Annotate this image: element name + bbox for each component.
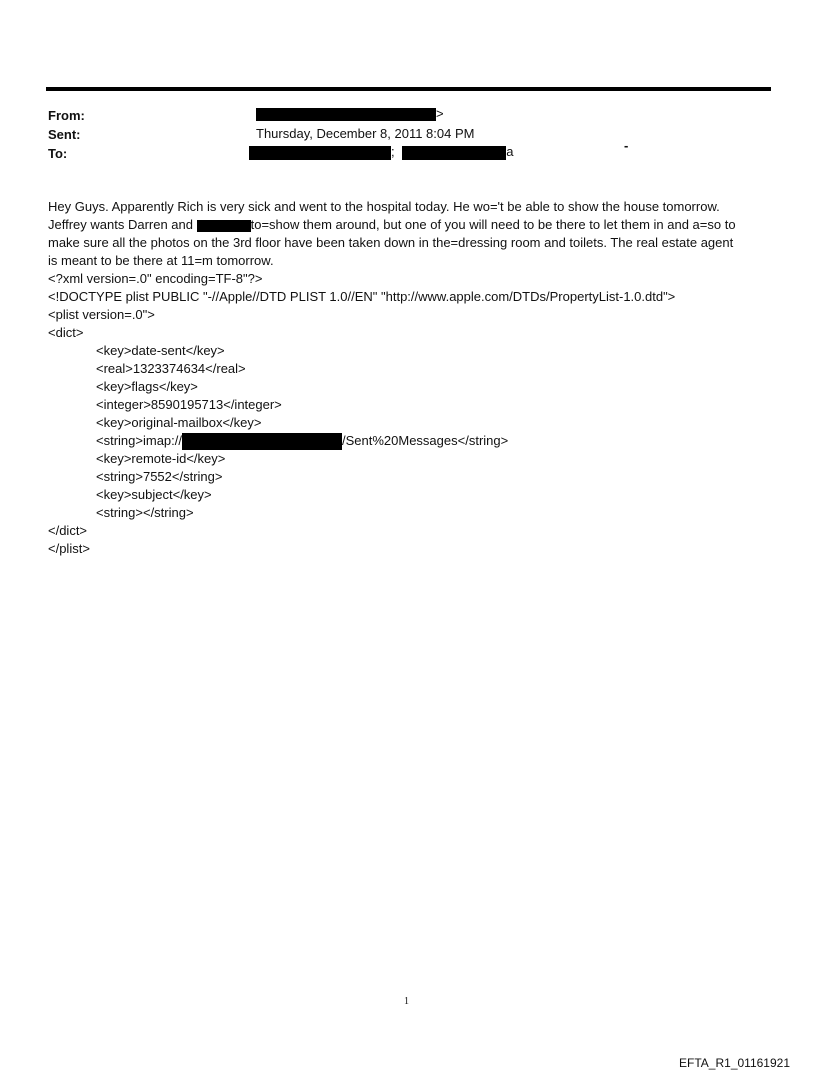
plist-line: <dict> (48, 325, 84, 340)
plist-line (48, 432, 770, 450)
imap-suffix: /Sent%20Messages</string> (342, 433, 509, 448)
redaction-box (402, 146, 506, 160)
plist-line: <key>remote-id</key> (96, 451, 226, 466)
redaction-box (197, 220, 251, 232)
from-label: From: (48, 108, 85, 123)
plist-line: <!DOCTYPE plist PUBLIC "-//Apple//DTD PLIST 1.0//EN" "http://www.apple.com/DTDs/PropertyList-1.0.dtd"> (48, 289, 676, 304)
body-line (48, 216, 770, 234)
stray-mark: - (624, 138, 629, 153)
to-label: To: (48, 146, 68, 161)
sent-label: Sent: (48, 127, 81, 142)
body-line: is meant to be there at 11=m tomorrow. (48, 253, 274, 268)
redaction-box (256, 108, 436, 121)
from-value (256, 106, 444, 121)
plist-line: </plist> (48, 541, 90, 556)
document-id: EFTA_R1_01161921 (679, 1056, 790, 1070)
to-value (249, 144, 513, 160)
to-tail: a (506, 144, 514, 159)
plist-line: <key>date-sent</key> (96, 343, 225, 358)
plist-line: </dict> (48, 523, 88, 538)
redaction-box (249, 146, 391, 160)
plist-line: <?xml version=.0" encoding=TF-8"?> (48, 271, 263, 286)
plist-line: <key>subject</key> (96, 487, 212, 502)
from-tail: > (436, 106, 444, 121)
plist-line: <key>original-mailbox</key> (96, 415, 262, 430)
imap-prefix: <string>imap:// (96, 433, 182, 448)
header-rule (46, 87, 771, 91)
plist-line: <plist version=.0"> (48, 307, 155, 322)
plist-line: <real>1323374634</real> (96, 361, 246, 376)
body-line: Hey Guys. Apparently Rich is very sick and went to the hospital today. He wo='t be able to show the house tomorrow. (48, 199, 720, 214)
plist-line: <string></string> (96, 505, 194, 520)
body-text-segment: to=show them around, but one of you will need to be there to let them in and a=so to (250, 217, 736, 232)
sent-value: Thursday, December 8, 2011 8:04 PM (256, 126, 475, 141)
page-number: 1 (404, 996, 409, 1007)
plist-line: <integer>8590195713</integer> (96, 397, 282, 412)
to-separator: ; (391, 144, 395, 159)
body-text-segment: Jeffrey wants Darren and (48, 217, 197, 232)
body-line: make sure all the photos on the 3rd floor have been taken down in the=dressing room and toilets. The real estate agent (48, 235, 734, 250)
redaction-box (182, 433, 342, 450)
plist-line: <key>flags</key> (96, 379, 198, 394)
email-body (48, 198, 770, 558)
plist-line: <string>7552</string> (96, 469, 223, 484)
